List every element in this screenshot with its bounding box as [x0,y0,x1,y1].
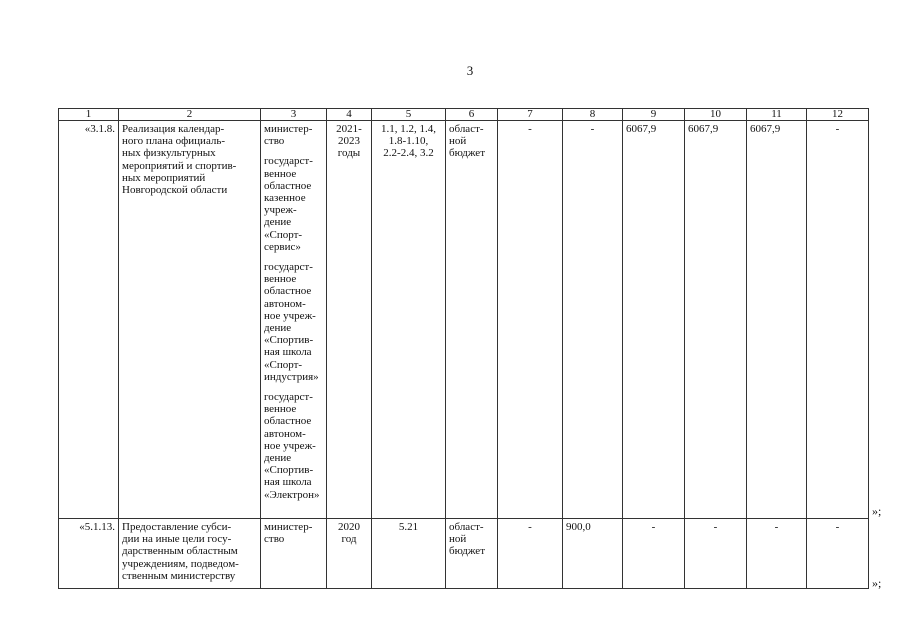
value-col-12: - [807,121,869,519]
executor: государст- венное областное казенное учреж- дение «Спорт- сервис» [264,155,313,253]
value-col-12: - [807,519,869,589]
period: 2020 год [327,519,372,589]
col-header-3: 3 [261,109,327,121]
executor: министер- ство [264,521,313,546]
col-header-4: 4 [327,109,372,121]
executors-cell [261,121,327,519]
row-number: «3.1.8. [59,121,119,519]
executor: государст- венное областное автоном- ное учреж- дение «Спортив- ная школа «Электрон» [264,391,320,501]
col-header-1: 1 [59,109,119,121]
col-header-7: 7 [498,109,563,121]
header-row [59,109,869,121]
row-closing-mark: »; [872,504,882,518]
col-header-2: 2 [119,109,261,121]
value-col-7: - [498,519,563,589]
table-row [59,121,869,519]
value-col-8: - [563,121,623,519]
col-header-10: 10 [685,109,747,121]
indicators: 5.21 [372,519,446,589]
executor: министер- ство [264,123,313,148]
executors-cell [261,519,327,589]
col-header-5: 5 [372,109,446,121]
value-col-10: 6067,9 [685,121,747,519]
row-closing-mark: »; [872,576,882,590]
value-col-7: - [498,121,563,519]
funding-source: област- ной бюджет [446,519,498,589]
value-col-11: - [747,519,807,589]
value-col-8: 900,0 [563,519,623,589]
value-col-9: 6067,9 [623,121,685,519]
funding-source: област- ной бюджет [446,121,498,519]
col-header-6: 6 [446,109,498,121]
value-col-10: - [685,519,747,589]
col-header-8: 8 [563,109,623,121]
table-row [59,519,869,589]
col-header-9: 9 [623,109,685,121]
row-number: «5.1.13. [59,519,119,589]
col-header-11: 11 [747,109,807,121]
page-number: 3 [466,63,474,78]
activity-name: Реализация календар- ного плана официаль- ных физкультурных мероприятий и спортив- ных мероприятий Новгородской области [119,121,261,519]
budget-table [58,108,869,589]
activity-name: Предоставление субси- дии на иные цели госу- дарственным областным учреждениям, подведом- ственным министерству [119,519,261,589]
period: 2021- 2023 годы [327,121,372,519]
value-col-11: 6067,9 [747,121,807,519]
value-col-9: - [623,519,685,589]
col-header-12: 12 [807,109,869,121]
indicators: 1.1, 1.2, 1.4, 1.8-1.10, 2.2-2.4, 3.2 [372,121,446,519]
executor: государст- венное областное автоном- ное учреж- дение «Спортив- ная школа «Спорт- индустрия» [264,261,319,383]
